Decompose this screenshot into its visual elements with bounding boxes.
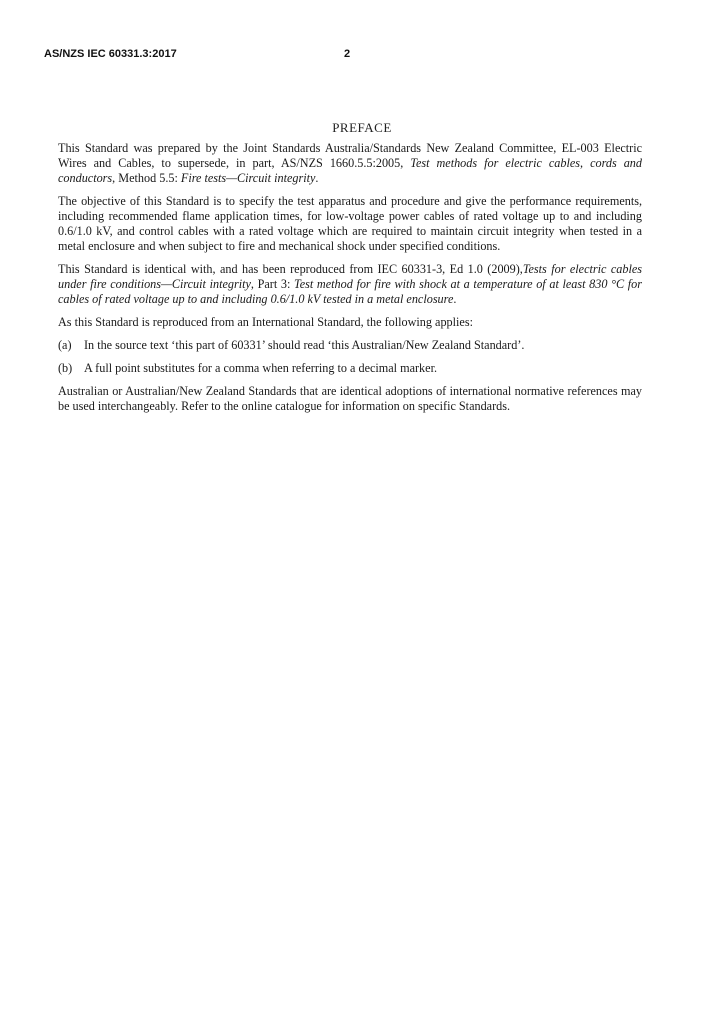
list-item xyxy=(58,338,642,353)
paragraph-references: Australian or Australian/New Zealand Standards that are identical adoptions of international normative references may be used interchangeably. Refer to the online catalogue for information on specific Standards. xyxy=(58,384,642,413)
standard-identifier: AS/NZS IEC 60331.3:2017 xyxy=(44,48,177,60)
section-title: PREFACE xyxy=(332,120,392,135)
paragraph-identical: This Standard is identical with, and has been reproduced from IEC 60331-3, Ed 1.0 (2009),Tests for electric cables under fire conditions—Circuit integrity, Part 3: Test method for fire with shock at a temperature of at least 830 °C for cables of rated voltage up to and including 0.6/1.0 kV tested in a metal enclosure. xyxy=(58,262,642,306)
paragraph-committee: This Standard was prepared by the Joint Standards Australia/Standards New Zealand Committee, EL-003 Electric Wires and Cables, to supersede, in part, AS/NZS 1660.5.5:2005, Test methods for electric cables, cords and conductors, Method 5.5: Fire tests—Circuit integrity. xyxy=(58,141,642,185)
paragraph-applies: As this Standard is reproduced from an International Standard, the following applies: xyxy=(58,315,473,329)
page-header xyxy=(44,48,684,64)
paragraph-objective: The objective of this Standard is to specify the test apparatus and procedure and give the performance requirements, including recommended flame application times, for low-voltage power cables of rated voltage up to and including 0.6/1.0 kV, and control cables with a rated voltage which are required to maintain circuit integrity when tested in a metal enclosure and when subject to fire and mechanical shock under specified conditions. xyxy=(58,194,642,253)
list-item-text: A full point substitutes for a comma when referring to a decimal marker. xyxy=(84,361,437,375)
list-item xyxy=(58,361,642,376)
page-number: 2 xyxy=(344,48,351,60)
list-item-text: In the source text ‘this part of 60331’ should read ‘this Australian/New Zealand Standard’. xyxy=(84,338,525,352)
preface-body xyxy=(58,141,642,422)
list-item-label: (b) xyxy=(58,361,73,375)
list-item-label: (a) xyxy=(58,338,72,352)
